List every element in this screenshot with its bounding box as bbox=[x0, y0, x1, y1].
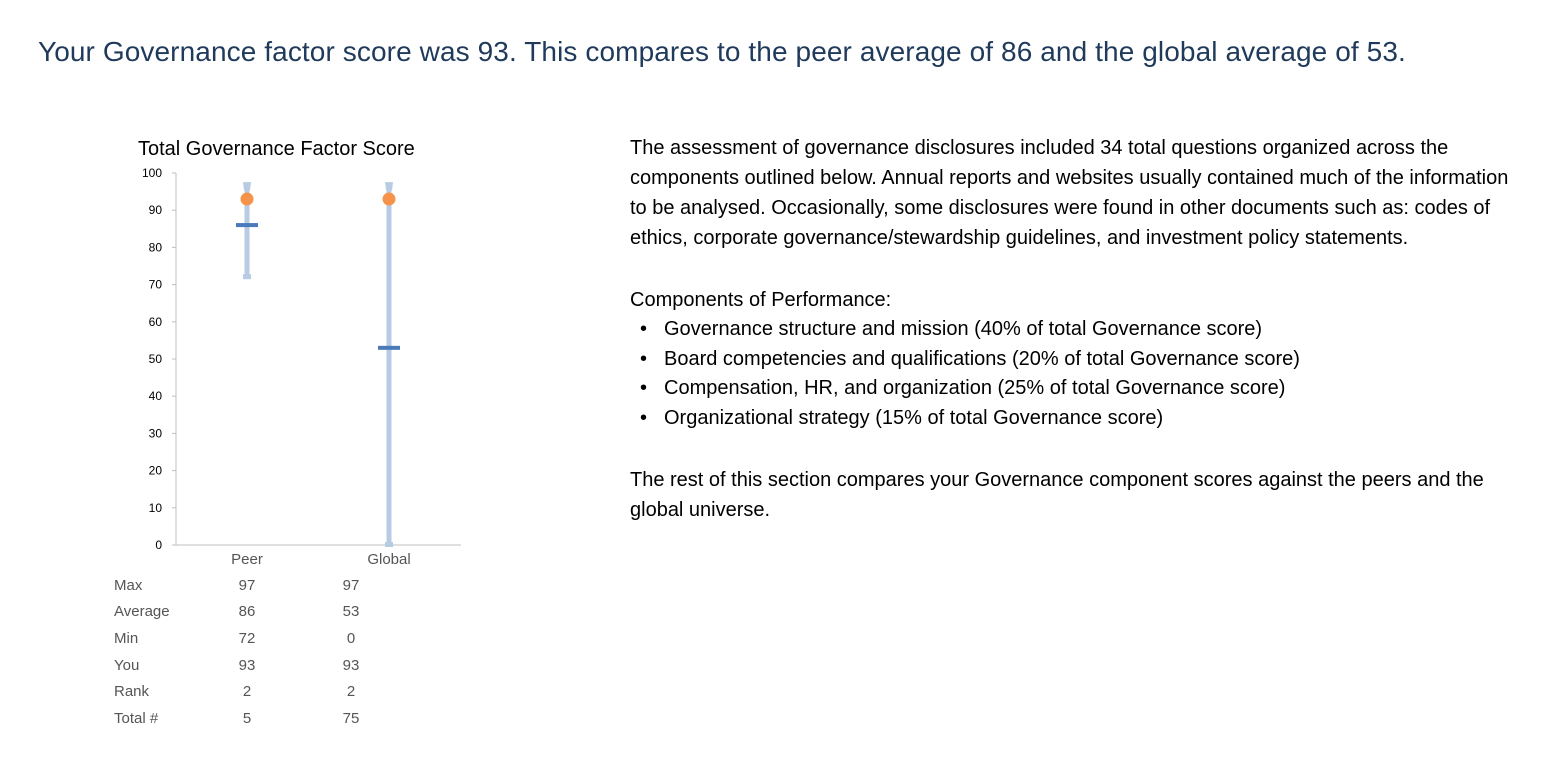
y-tick-label: 30 bbox=[148, 426, 162, 441]
stats-row bbox=[114, 652, 422, 679]
stats-row bbox=[114, 705, 422, 732]
y-tick-label: 0 bbox=[155, 538, 162, 552]
components-heading: Components of Performance: bbox=[630, 289, 892, 311]
x-category-label: Peer bbox=[231, 551, 263, 568]
y-tick-label: 20 bbox=[148, 463, 162, 478]
intro-paragraph: The assessment of governance disclosures included 34 total questions organized across the components outlined below. Annual reports and websites usually contained much of the information to be analysed. Occasionally, some disclosures were found in other documents such as: codes of ethics, corporate governance/stewardship guidelines, and investment policy statements. bbox=[630, 137, 1509, 249]
stats-peer-value: 5 bbox=[242, 709, 252, 727]
y-tick-label: 40 bbox=[148, 389, 162, 404]
you-marker bbox=[241, 193, 254, 206]
components-list bbox=[630, 315, 1520, 433]
stats-peer-value: 2 bbox=[242, 683, 252, 701]
y-tick-label: 100 bbox=[141, 166, 162, 180]
max-marker bbox=[385, 182, 393, 190]
closing-paragraph: The rest of this section compares your Governance component scores against the peers and the global universe. bbox=[630, 469, 1484, 521]
stats-peer-value: 72 bbox=[238, 629, 256, 647]
y-tick-label: 10 bbox=[148, 500, 162, 515]
y-tick-label: 50 bbox=[148, 352, 162, 366]
stats-row-label: Max bbox=[114, 576, 143, 594]
min-marker bbox=[385, 542, 393, 547]
stats-peer-value: 97 bbox=[238, 576, 256, 594]
average-marker bbox=[378, 346, 400, 350]
y-tick-label: 80 bbox=[148, 240, 162, 255]
stats-global-value: 2 bbox=[346, 683, 356, 701]
stats-row-label: Average bbox=[114, 603, 170, 621]
stats-row-label: You bbox=[114, 656, 140, 674]
y-tick-label: 60 bbox=[148, 314, 162, 329]
stats-row bbox=[114, 572, 422, 599]
stats-row bbox=[114, 599, 422, 626]
stats-row-label: Min bbox=[114, 629, 139, 647]
component-item: • Board competencies and qualifications (20% of total Governance score) bbox=[664, 345, 1520, 375]
component-item: • Organizational strategy (15% of total Governance score) bbox=[664, 404, 1520, 434]
stats-global-value: 75 bbox=[342, 709, 360, 727]
stats-peer-value: 93 bbox=[238, 656, 256, 674]
max-marker bbox=[243, 182, 251, 190]
stats-global-value: 0 bbox=[346, 629, 356, 647]
stats-table bbox=[114, 572, 422, 732]
stats-global-value: 93 bbox=[342, 656, 360, 674]
stats-row bbox=[114, 678, 422, 705]
stats-global-value: 53 bbox=[342, 603, 360, 621]
chart-title: Total Governance Factor Score bbox=[138, 138, 415, 160]
average-marker bbox=[236, 223, 258, 227]
stats-peer-value: 86 bbox=[238, 603, 256, 621]
x-category-label: Global bbox=[367, 551, 411, 568]
you-marker bbox=[383, 193, 396, 206]
y-tick-label: 70 bbox=[148, 277, 162, 292]
description-panel bbox=[630, 133, 1520, 525]
y-tick-label: 90 bbox=[148, 203, 162, 218]
stats-row bbox=[114, 625, 422, 652]
min-marker bbox=[243, 274, 251, 279]
stats-row-label: Rank bbox=[114, 683, 150, 701]
page-headline: Your Governance factor score was 93. This compares to the peer average of 86 and the global average of 53. bbox=[38, 36, 1406, 67]
governance-score-chart bbox=[100, 160, 480, 580]
component-item: • Compensation, HR, and organization (25% of total Governance score) bbox=[664, 374, 1520, 404]
stats-global-value: 97 bbox=[342, 576, 360, 594]
component-item: • Governance structure and mission (40% of total Governance score) bbox=[664, 315, 1520, 345]
stats-row-label: Total # bbox=[114, 709, 159, 727]
